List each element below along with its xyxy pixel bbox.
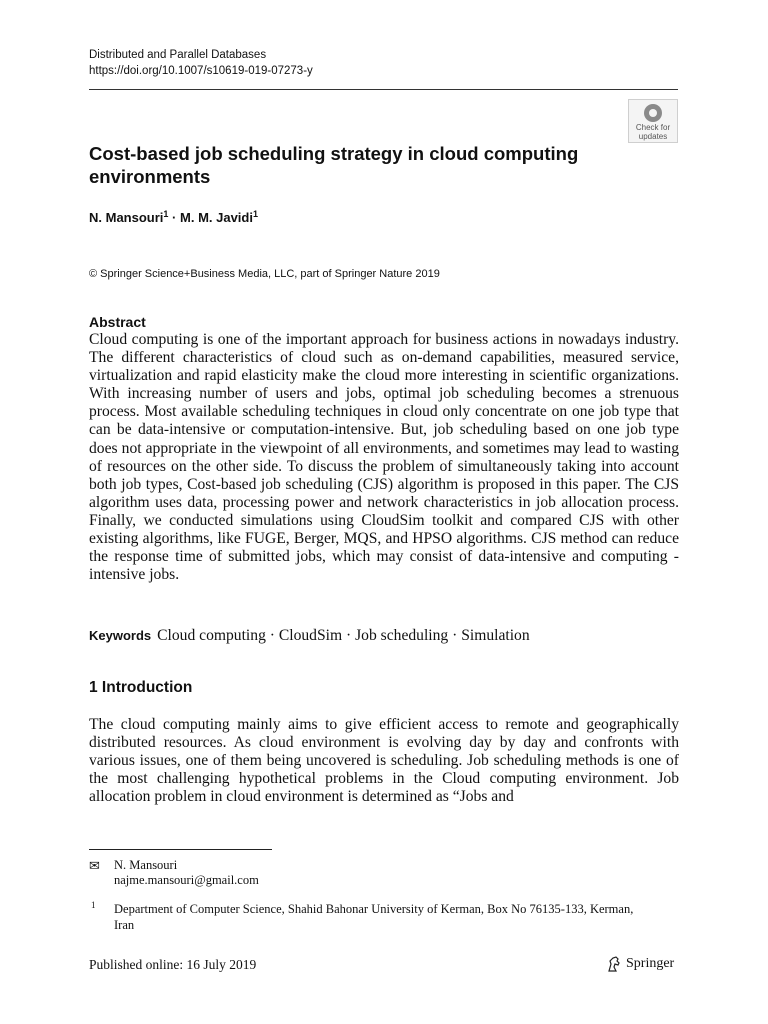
badge-line-1: Check for bbox=[635, 123, 671, 132]
journal-name: Distributed and Parallel Databases bbox=[89, 49, 267, 61]
author-name[interactable]: N. Mansouri bbox=[89, 210, 164, 225]
keywords-line bbox=[89, 627, 530, 645]
keywords-list: Cloud computing · CloudSim · Job scheduling · Simulation bbox=[157, 627, 530, 644]
affil-text: Department of Computer Science, Shahid Bahonar University of Kerman, Box No 76135-133, Kerman, Iran bbox=[114, 902, 634, 932]
published-date: Published online: 16 July 2019 bbox=[89, 957, 257, 972]
publisher-name: Springer bbox=[626, 956, 675, 971]
section-heading-introduction: 1 Introduction bbox=[89, 679, 193, 696]
badge-ring-icon bbox=[644, 104, 662, 122]
footnote-rule bbox=[89, 849, 272, 850]
check-for-updates-icon[interactable] bbox=[628, 99, 678, 143]
doi-link[interactable]: https://doi.org/10.1007/s10619-019-07273-y bbox=[89, 65, 313, 77]
author-name[interactable]: M. M. Javidi bbox=[180, 210, 253, 225]
author-list bbox=[89, 209, 258, 225]
journal-header bbox=[89, 47, 313, 79]
publisher-logo bbox=[606, 955, 674, 973]
contact-name: N. Mansouri bbox=[114, 858, 178, 872]
copyright-notice: © Springer Science+Business Media, LLC, part of Springer Nature 2019 bbox=[89, 268, 440, 280]
contact-email[interactable]: najme.mansouri@gmail.com bbox=[114, 873, 259, 887]
abstract-heading: Abstract bbox=[89, 314, 146, 330]
envelope-icon: ✉ bbox=[89, 858, 100, 873]
abstract-body: Cloud computing is one of the important approach for business actions in nowadays industry. The different characteristics of cloud such as on-demand capabilities, measured service, virtualization and rapid elasticity make the cloud more interesting in scientific organizations. With increasing number of users and jobs, optimal job scheduling becomes a strenuous process. Most available scheduling techniques in cloud only concentrate on one job type that can be data-intensive or computation-intensive. But, job scheduling based on one job type does not appropriate in the viewpoint of all environments, and sometimes may lead to wasting of resources on the other side. To discuss the problem of simultaneously taking into account both job types, Cost-based job scheduling (CJS) algorithm is proposed in this paper. The CJS algorithm uses data, processing power and network characteristics in job allocation process. Finally, we conducted simulations using CloudSim toolkit and compared CJS with other existing algorithms, like FUGE, Berger, MQS, and HPSO algorithms. CJS method can reduce the response time of submitted jobs, which may consist of data-intensive and computing -intensive jobs. bbox=[89, 331, 679, 584]
author-separator: · bbox=[172, 210, 177, 225]
author-affil-mark: 1 bbox=[163, 209, 169, 219]
keywords-label: Keywords bbox=[89, 628, 152, 643]
author-affil-mark: 1 bbox=[252, 209, 258, 219]
badge-line-2: updates bbox=[638, 131, 668, 141]
article-title: Cost-based job scheduling strategy in cloud computing environments bbox=[89, 143, 579, 187]
header-rule bbox=[89, 89, 678, 90]
springer-horse-icon bbox=[606, 955, 622, 973]
introduction-body: The cloud computing mainly aims to give efficient access to remote and geographically distributed resources. As cloud environment is evolving day by day and confronts with various issues, one of them being uncovered is scheduling. Job scheduling methods is one of the most challenging hypothetical problems in the Cloud computing environment. Job allocation problem in cloud environment is determined as “Jobs and bbox=[89, 716, 679, 806]
affil-number: 1 bbox=[91, 900, 96, 910]
